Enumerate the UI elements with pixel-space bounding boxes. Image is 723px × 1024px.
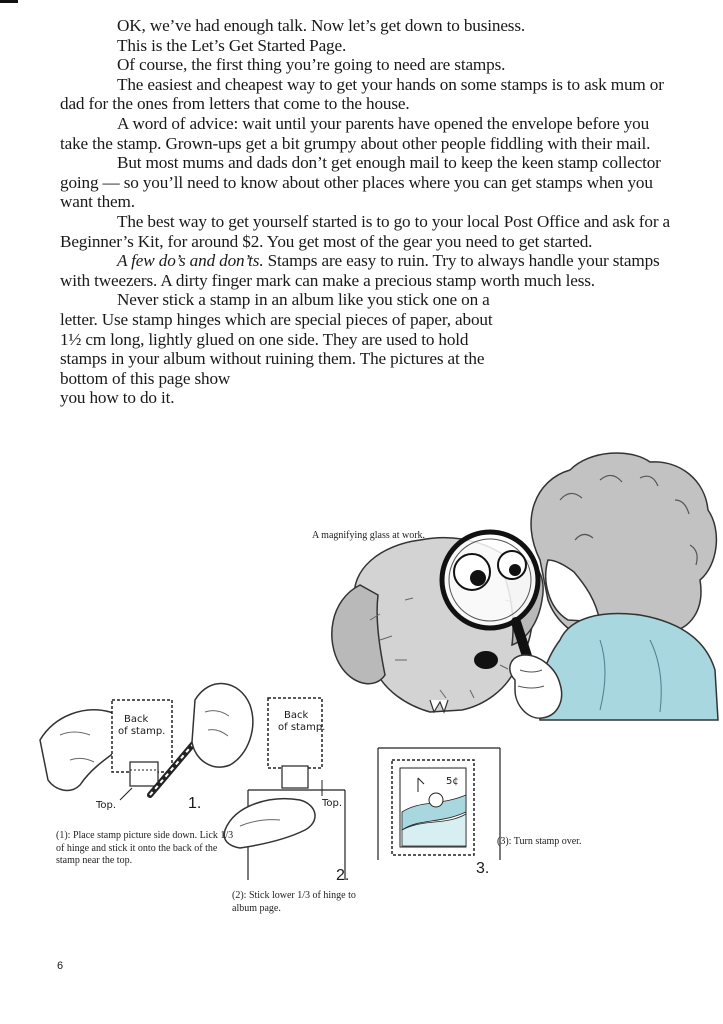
step-number: 3. <box>476 860 490 877</box>
caption-step-1: (1): Place stamp picture side down. Lick 1/3 of hinge and stick it onto the back of the stamp near the top. <box>56 830 234 866</box>
caption-magnifying-glass: A magnifying glass at work. <box>312 530 426 541</box>
right-hand <box>192 684 253 767</box>
stamp-hinge <box>282 766 308 788</box>
step-3-illustration <box>378 748 500 877</box>
paragraph: OK, we’ve had enough talk. Now let’s get down to business. <box>117 16 526 35</box>
paragraph: Of course, the first thing you’re going to need are stamps. <box>117 55 506 75</box>
italic-heading: A few do’s and don’ts. <box>117 251 264 271</box>
dog-nose <box>474 651 498 669</box>
paragraph: you how to do it. <box>60 388 175 408</box>
paragraph: But most mums and dads don’t get enough mail to keep the keen stamp collector going — so you’ll need to know about other places where you can get stamps when you want them. <box>60 153 661 212</box>
paragraph-text: Stamps are easy to ruin. Try to always handle your stamps with tweezers. A dirty finger mark can make a precious stamp worth much less. <box>60 251 660 290</box>
stamp-back-label: Back <box>284 710 309 721</box>
caption-step-2: (2): Stick lower 1/3 of hinge to album page. <box>232 890 356 914</box>
step-number: 2. <box>336 867 350 884</box>
top-label: Top. <box>96 800 117 811</box>
stamp-value: 5¢ <box>446 776 459 787</box>
top-label: Top. <box>322 798 343 809</box>
dog-ear-left <box>332 585 385 684</box>
paragraph: Never stick a stamp in an album like you stick one on a letter. Use stamp hinges which are special pieces of paper, about 1½ cm long, lightly glued on one side. They are used to hold stamps in your album without ruining them. The pictures at the bottom of this page show <box>60 290 493 388</box>
stamp-back-label: of stamp. <box>118 726 166 737</box>
caption-step-3: (3): Turn stamp over. <box>497 836 582 847</box>
page-number: 6 <box>57 960 64 972</box>
stamp-hinge <box>130 762 158 786</box>
paragraph: A word of advice: wait until your parents have opened the envelope before you take the stamp. Grown-ups get a bit grumpy about other people fiddling with their mail. <box>60 113 651 153</box>
dog-eye <box>454 554 490 590</box>
stamp-back <box>268 698 322 768</box>
paragraph: The best way to get yourself started is to go to your local Post Office and ask for a Beginner’s Kit, for around $2. You get most of the gear you need to get started. <box>60 211 671 251</box>
step-1-illustration <box>40 684 253 812</box>
magnifying-glass-illustration <box>332 453 718 720</box>
boy-shirt <box>539 614 718 720</box>
finger <box>224 799 315 848</box>
stamp-back-label: Back <box>124 714 149 725</box>
paragraph: The easiest and cheapest way to get your hands on some stamps is to ask mum or dad for the ones from letters that come to the house. <box>60 74 664 114</box>
paragraph: This is the Let’s Get Started Page. <box>117 35 347 55</box>
stamp-back-label: of stamp. <box>278 722 326 733</box>
step-number: 1. <box>188 795 202 812</box>
